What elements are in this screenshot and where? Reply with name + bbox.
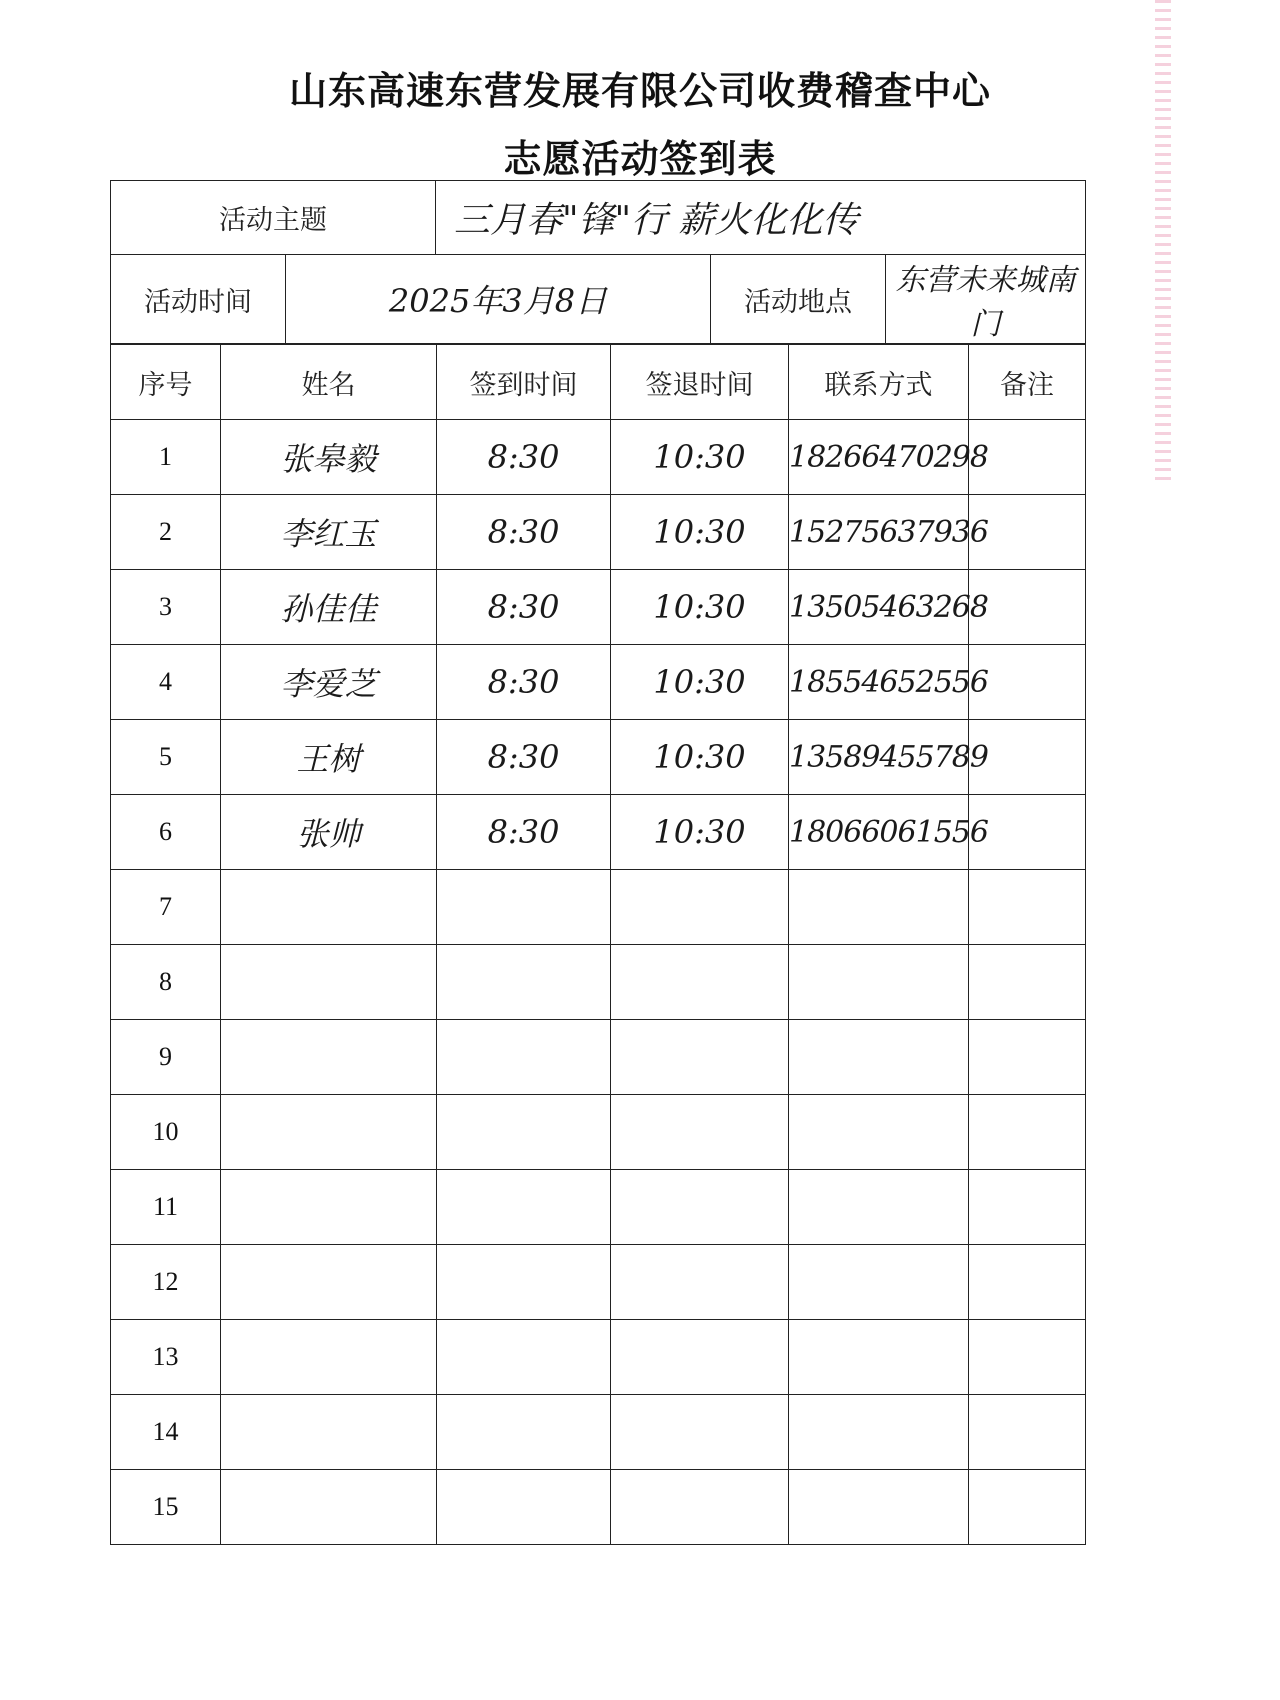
- contact-phone: [789, 1245, 969, 1320]
- table-row: [111, 1245, 1086, 1320]
- remarks: [969, 1395, 1086, 1470]
- contact-phone: 15275637936: [789, 495, 969, 570]
- volunteer-name: 李爱芝: [221, 645, 437, 720]
- volunteer-name: 张皋毅: [221, 420, 437, 495]
- signin-time: [437, 1470, 611, 1545]
- contact-phone: [789, 1020, 969, 1095]
- contact-phone: 13589455789: [789, 720, 969, 795]
- signout-time: 10:30: [611, 795, 789, 870]
- attendance-rows: [111, 420, 1086, 1545]
- signout-time: [611, 1095, 789, 1170]
- table-row: [111, 495, 1086, 570]
- table-row: [111, 1320, 1086, 1395]
- table-row: [111, 1095, 1086, 1170]
- signout-time: [611, 945, 789, 1020]
- signout-time: [611, 1395, 789, 1470]
- table-row: [111, 945, 1086, 1020]
- volunteer-name: [221, 870, 437, 945]
- remarks: [969, 1020, 1086, 1095]
- contact-phone: [789, 1395, 969, 1470]
- activity-info-table: [110, 180, 1086, 344]
- remarks: [969, 870, 1086, 945]
- volunteer-name: [221, 1020, 437, 1095]
- signout-time: [611, 1320, 789, 1395]
- document-title: 山东高速东营发展有限公司收费稽查中心: [288, 68, 991, 113]
- signout-time: 10:30: [611, 570, 789, 645]
- signout-time: [611, 1170, 789, 1245]
- time-value: 2025年3月8日: [286, 255, 711, 344]
- contact-phone: [789, 945, 969, 1020]
- contact-phone: [789, 1095, 969, 1170]
- remarks: [969, 1170, 1086, 1245]
- contact-phone: [789, 870, 969, 945]
- signin-time: [437, 1395, 611, 1470]
- row-number: 5: [111, 720, 221, 795]
- remarks: [969, 1245, 1086, 1320]
- signout-time: [611, 870, 789, 945]
- place-label: 活动地点: [711, 255, 886, 344]
- contact-phone: 18266470298: [789, 420, 969, 495]
- row-number: 15: [111, 1470, 221, 1545]
- col-header-number: 序号: [111, 345, 221, 420]
- signin-time: [437, 1020, 611, 1095]
- contact-phone: 18066061556: [789, 795, 969, 870]
- signout-time: 10:30: [611, 420, 789, 495]
- place-value: 东营未来城南门: [886, 255, 1086, 344]
- row-number: 14: [111, 1395, 221, 1470]
- table-row: [111, 570, 1086, 645]
- signin-time: [437, 870, 611, 945]
- contact-phone: [789, 1320, 969, 1395]
- contact-phone: [789, 1170, 969, 1245]
- signout-time: [611, 1020, 789, 1095]
- col-header-signin-time: 签到时间: [437, 345, 611, 420]
- col-header-name: 姓名: [221, 345, 437, 420]
- attendance-table: [110, 344, 1086, 1545]
- signout-time: 10:30: [611, 495, 789, 570]
- contact-phone: [789, 1470, 969, 1545]
- col-header-signout-time: 签退时间: [611, 345, 789, 420]
- table-row: [111, 1020, 1086, 1095]
- signin-time: [437, 1095, 611, 1170]
- remarks: [969, 1095, 1086, 1170]
- contact-phone: 18554652556: [789, 645, 969, 720]
- table-row: [111, 795, 1086, 870]
- signin-time: 8:30: [437, 495, 611, 570]
- volunteer-name: [221, 1095, 437, 1170]
- signin-time: 8:30: [437, 795, 611, 870]
- table-row: [111, 645, 1086, 720]
- table-row: [111, 720, 1086, 795]
- theme-label: 活动主题: [111, 181, 436, 255]
- signin-sheet: [110, 180, 1085, 1545]
- row-number: 4: [111, 645, 221, 720]
- table-row: [111, 870, 1086, 945]
- signin-time: [437, 945, 611, 1020]
- table-row: [111, 420, 1086, 495]
- signin-time: 8:30: [437, 420, 611, 495]
- row-number: 12: [111, 1245, 221, 1320]
- contact-phone: 13505463268: [789, 570, 969, 645]
- row-number: 13: [111, 1320, 221, 1395]
- table-row: [111, 1395, 1086, 1470]
- volunteer-name: 王树: [221, 720, 437, 795]
- signin-time: 8:30: [437, 645, 611, 720]
- volunteer-name: [221, 945, 437, 1020]
- col-header-contact: 联系方式: [789, 345, 969, 420]
- row-number: 9: [111, 1020, 221, 1095]
- volunteer-name: [221, 1395, 437, 1470]
- theme-value: 三月春"锋"行 薪火化化传: [436, 181, 1086, 255]
- volunteer-name: [221, 1170, 437, 1245]
- volunteer-name: [221, 1245, 437, 1320]
- signin-time: [437, 1170, 611, 1245]
- signin-time: 8:30: [437, 720, 611, 795]
- remarks: [969, 1320, 1086, 1395]
- row-number: 11: [111, 1170, 221, 1245]
- signout-time: [611, 1245, 789, 1320]
- row-number: 8: [111, 945, 221, 1020]
- signin-time: [437, 1245, 611, 1320]
- volunteer-name: 张帅: [221, 795, 437, 870]
- volunteer-name: [221, 1320, 437, 1395]
- row-number: 6: [111, 795, 221, 870]
- row-number: 3: [111, 570, 221, 645]
- row-number: 1: [111, 420, 221, 495]
- signin-time: 8:30: [437, 570, 611, 645]
- signout-time: 10:30: [611, 645, 789, 720]
- row-number: 7: [111, 870, 221, 945]
- signin-time: [437, 1320, 611, 1395]
- signout-time: [611, 1470, 789, 1545]
- document-subtitle: 志愿活动签到表: [503, 136, 777, 181]
- col-header-remarks: 备注: [969, 345, 1086, 420]
- table-row: [111, 1470, 1086, 1545]
- remarks: [969, 1470, 1086, 1545]
- time-label: 活动时间: [111, 255, 286, 344]
- row-number: 10: [111, 1095, 221, 1170]
- remarks: [969, 945, 1086, 1020]
- volunteer-name: 孙佳佳: [221, 570, 437, 645]
- volunteer-name: 李红玉: [221, 495, 437, 570]
- table-header-row: [111, 345, 1086, 420]
- volunteer-name: [221, 1470, 437, 1545]
- row-number: 2: [111, 495, 221, 570]
- signout-time: 10:30: [611, 720, 789, 795]
- table-row: [111, 1170, 1086, 1245]
